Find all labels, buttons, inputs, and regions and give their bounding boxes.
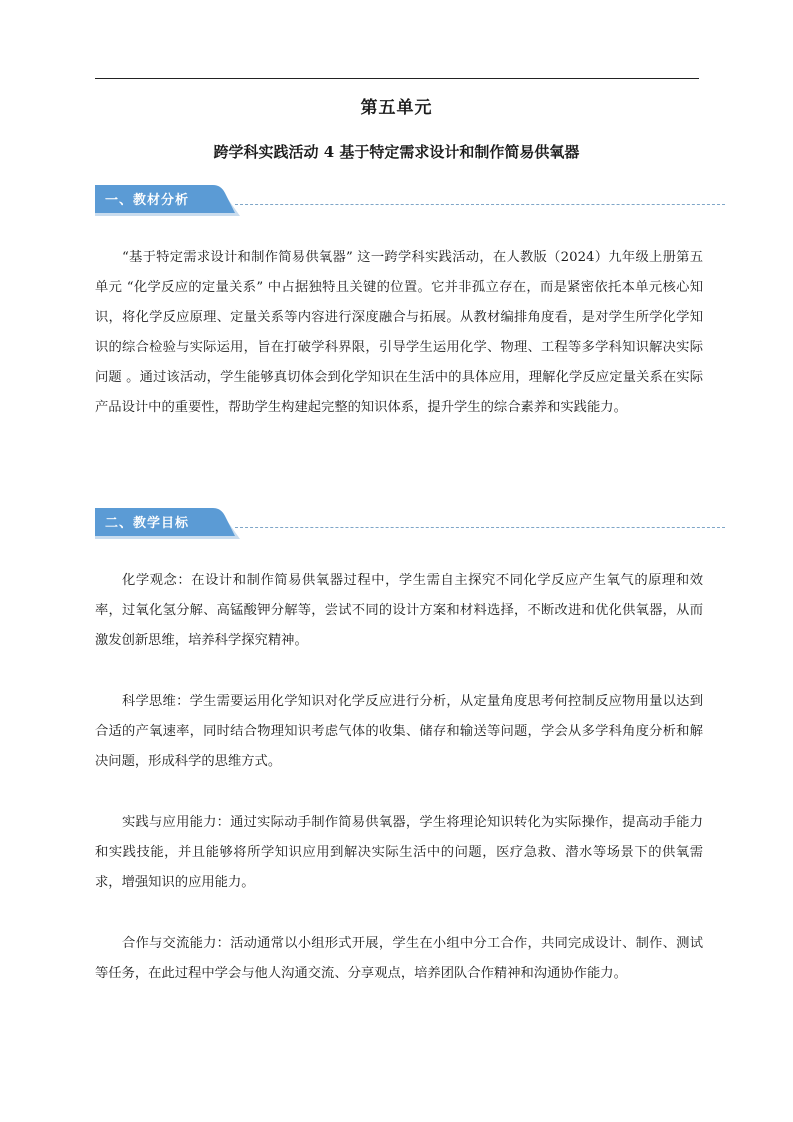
section-tab xyxy=(95,185,240,215)
section-heading-objectives xyxy=(95,508,725,540)
paragraph: 合作与交流能力：活动通常以小组形式开展，学生在小组中分工合作，共同完成设计、制作、测试等任务，在此过程中学会与他人沟通交流、分享观点，培养团队合作精神和沟通协作能力。 xyxy=(95,936,703,981)
header-rule xyxy=(95,78,699,79)
section-heading-label: 一、教材分析 xyxy=(105,193,190,208)
section-tab xyxy=(95,508,240,538)
section-divider xyxy=(235,527,725,528)
paragraph: “基于特定需求设计和制作简易供氧器” 这一跨学科实践活动，在人教版（2024）九年级上册第五单元 “化学反应的定量关系” 中占据独特且关键的位置。它并非孤立存在，而是紧密依托本单元核心知识，将化学反应原理、定量关系等内容进行深度融合与拓展。从教材编排角度看，是对学生所学化学知识的综合检验与实际运用，旨在打破学科界限，引导学生运用化学、物理、工程等多学科知识解决实际问题 。通过该活动，学生能够真切体会到化学知识在生活中的具体应用，理解化学反应定量关系在实际产品设计中的重要性，帮助学生构建起完整的知识体系，提升学生的综合素养和实践能力。 xyxy=(95,250,703,415)
paragraph: 实践与应用能力：通过实际动手制作简易供氧器，学生将理论知识转化为实际操作，提高动手能力和实践技能，并且能够将所学知识应用到解决实际生活中的问题，医疗急救、潜水等场景下的供氧需求，增强知识的应用能力。 xyxy=(95,815,703,890)
section-heading-label: 二、教学目标 xyxy=(105,516,190,531)
unit-title: 第五单元 xyxy=(360,98,433,118)
section-heading-analysis xyxy=(95,185,725,217)
paragraph: 化学观念：在设计和制作简易供氧器过程中，学生需自主探究不同化学反应产生氧气的原理和效率，过氧化氢分解、高锰酸钾分解等，尝试不同的设计方案和材料选择，不断改进和优化供氧器，从而激发创新思维，培养科学探究精神。 xyxy=(95,573,703,648)
activity-title: 跨学科实践活动 4 基于特定需求设计和制作简易供氧器 xyxy=(213,143,580,161)
section-divider xyxy=(235,204,725,205)
paragraph: 科学思维：学生需要运用化学知识对化学反应进行分析，从定量角度思考何控制反应物用量以达到合适的产氧速率，同时结合物理知识考虑气体的收集、储存和输送等问题，学会从多学科角度分析和解决问题，形成科学的思维方式。 xyxy=(95,694,703,769)
